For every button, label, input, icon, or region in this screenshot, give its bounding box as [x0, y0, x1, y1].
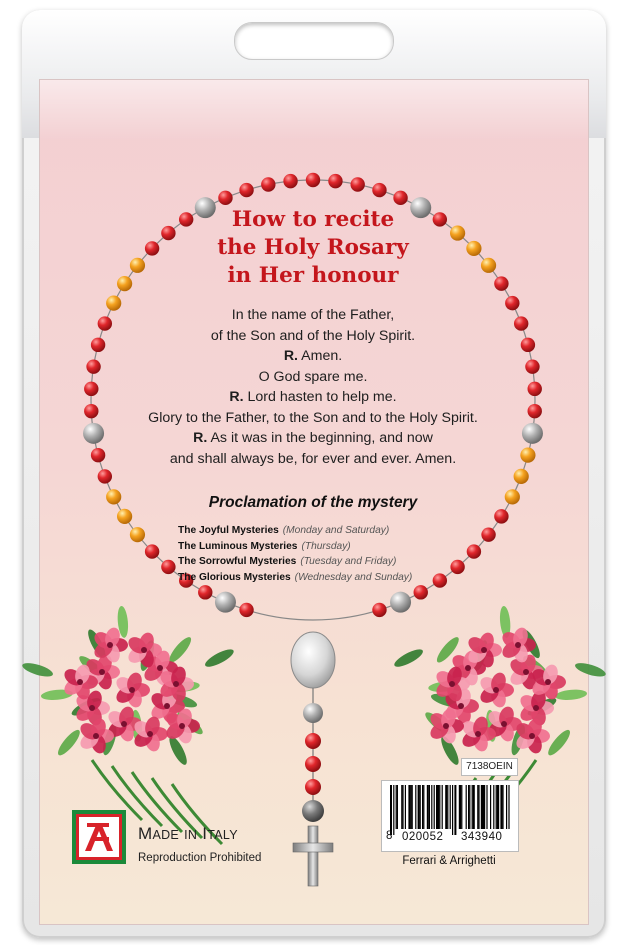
rosary-bead	[522, 423, 543, 444]
list-item: The Glorious Mysteries (Wednesday and Sunday)	[178, 571, 413, 583]
reproduction-notice: Reproduction Prohibited	[138, 852, 262, 864]
rosary-bead	[514, 469, 529, 484]
rosary-bead	[145, 241, 159, 255]
rosary-bead	[145, 544, 159, 558]
rosary-bead	[283, 174, 297, 188]
opening-prayer: In the name of the Father, of the Son and of the Holy Spirit. R. Amen. O God spare me. R. Lord hasten to help me. Glory to the Father, to the Son and to the Holy Spirit. R. As it was in the beginning, and now and shall always be, for ever and ever. Amen.	[148, 307, 478, 467]
rosary-bead	[481, 258, 496, 273]
azalea-flowers-icon	[21, 606, 236, 844]
rosary-bead	[390, 592, 411, 613]
rosary-bead	[302, 800, 324, 822]
rosary-bead	[98, 469, 112, 483]
rosary-bead	[350, 177, 364, 191]
rosary-bead	[520, 448, 535, 463]
rosary-bead	[494, 276, 508, 290]
rosary-bead	[130, 527, 145, 542]
rosary-bead	[91, 338, 105, 352]
made-in-italy: MADE IN ITALY	[138, 824, 238, 843]
barcode-right-digits: 343940	[461, 831, 503, 843]
rosary-bead	[106, 489, 121, 504]
rosary-bead	[161, 560, 175, 574]
list-item: The Sorrowful Mysteries (Tuesday and Friday)	[178, 556, 397, 568]
mysteries-list	[178, 523, 488, 585]
rosary-bead	[450, 225, 465, 240]
rosary-bead	[86, 359, 100, 373]
list-item: The Luminous Mysteries (Thursday)	[178, 540, 351, 552]
page-title: How to recite the Holy Rosary in Her honour	[217, 207, 409, 288]
rosary-bead	[84, 382, 98, 396]
rosary-bead	[305, 733, 321, 749]
rosary-bead	[514, 316, 528, 330]
rosary-bead	[83, 423, 104, 444]
rosary-bead	[372, 603, 386, 617]
rosary-bead	[130, 258, 145, 273]
publisher-logo-icon	[72, 810, 126, 864]
rosary-bead	[525, 359, 539, 373]
rosary-bead	[239, 183, 253, 197]
rosary-bead	[521, 338, 535, 352]
medal-icon	[291, 632, 335, 688]
rosary-bead	[117, 276, 132, 291]
rosary-bead	[528, 382, 542, 396]
rosary-bead	[393, 191, 407, 205]
rosary-bead	[466, 241, 481, 256]
rosary-bead	[215, 592, 236, 613]
barcode-digit: 8	[386, 830, 393, 842]
rosary-bead	[198, 585, 212, 599]
manufacturer-name: Ferrari & Arrighetti	[402, 855, 496, 867]
rosary-pendant	[291, 632, 335, 886]
rosary-bead	[84, 404, 98, 418]
rosary-bead	[372, 183, 386, 197]
rosary-bead	[98, 316, 112, 330]
rosary-bead	[328, 174, 342, 188]
barcode-left-digits: 020052	[402, 831, 444, 843]
rosary-bead	[528, 404, 542, 418]
rosary-bead	[305, 756, 321, 772]
rosary-bead	[306, 173, 320, 187]
rosary-bead	[218, 191, 232, 205]
rosary-bead	[303, 703, 323, 723]
list-item: The Joyful Mysteries (Monday and Saturday)	[178, 525, 390, 536]
rosary-bead	[261, 177, 275, 191]
rosary-bead	[161, 226, 175, 240]
crucifix-icon	[293, 826, 333, 886]
rosary-bead	[305, 779, 321, 795]
product-code: 7138OEIN	[461, 758, 518, 776]
rosary-bead	[239, 603, 253, 617]
rosary-bead	[91, 448, 105, 462]
rosary-bead	[414, 585, 428, 599]
proclamation-heading: Proclamation of the mystery	[208, 494, 418, 511]
rosary-bead	[505, 489, 520, 504]
